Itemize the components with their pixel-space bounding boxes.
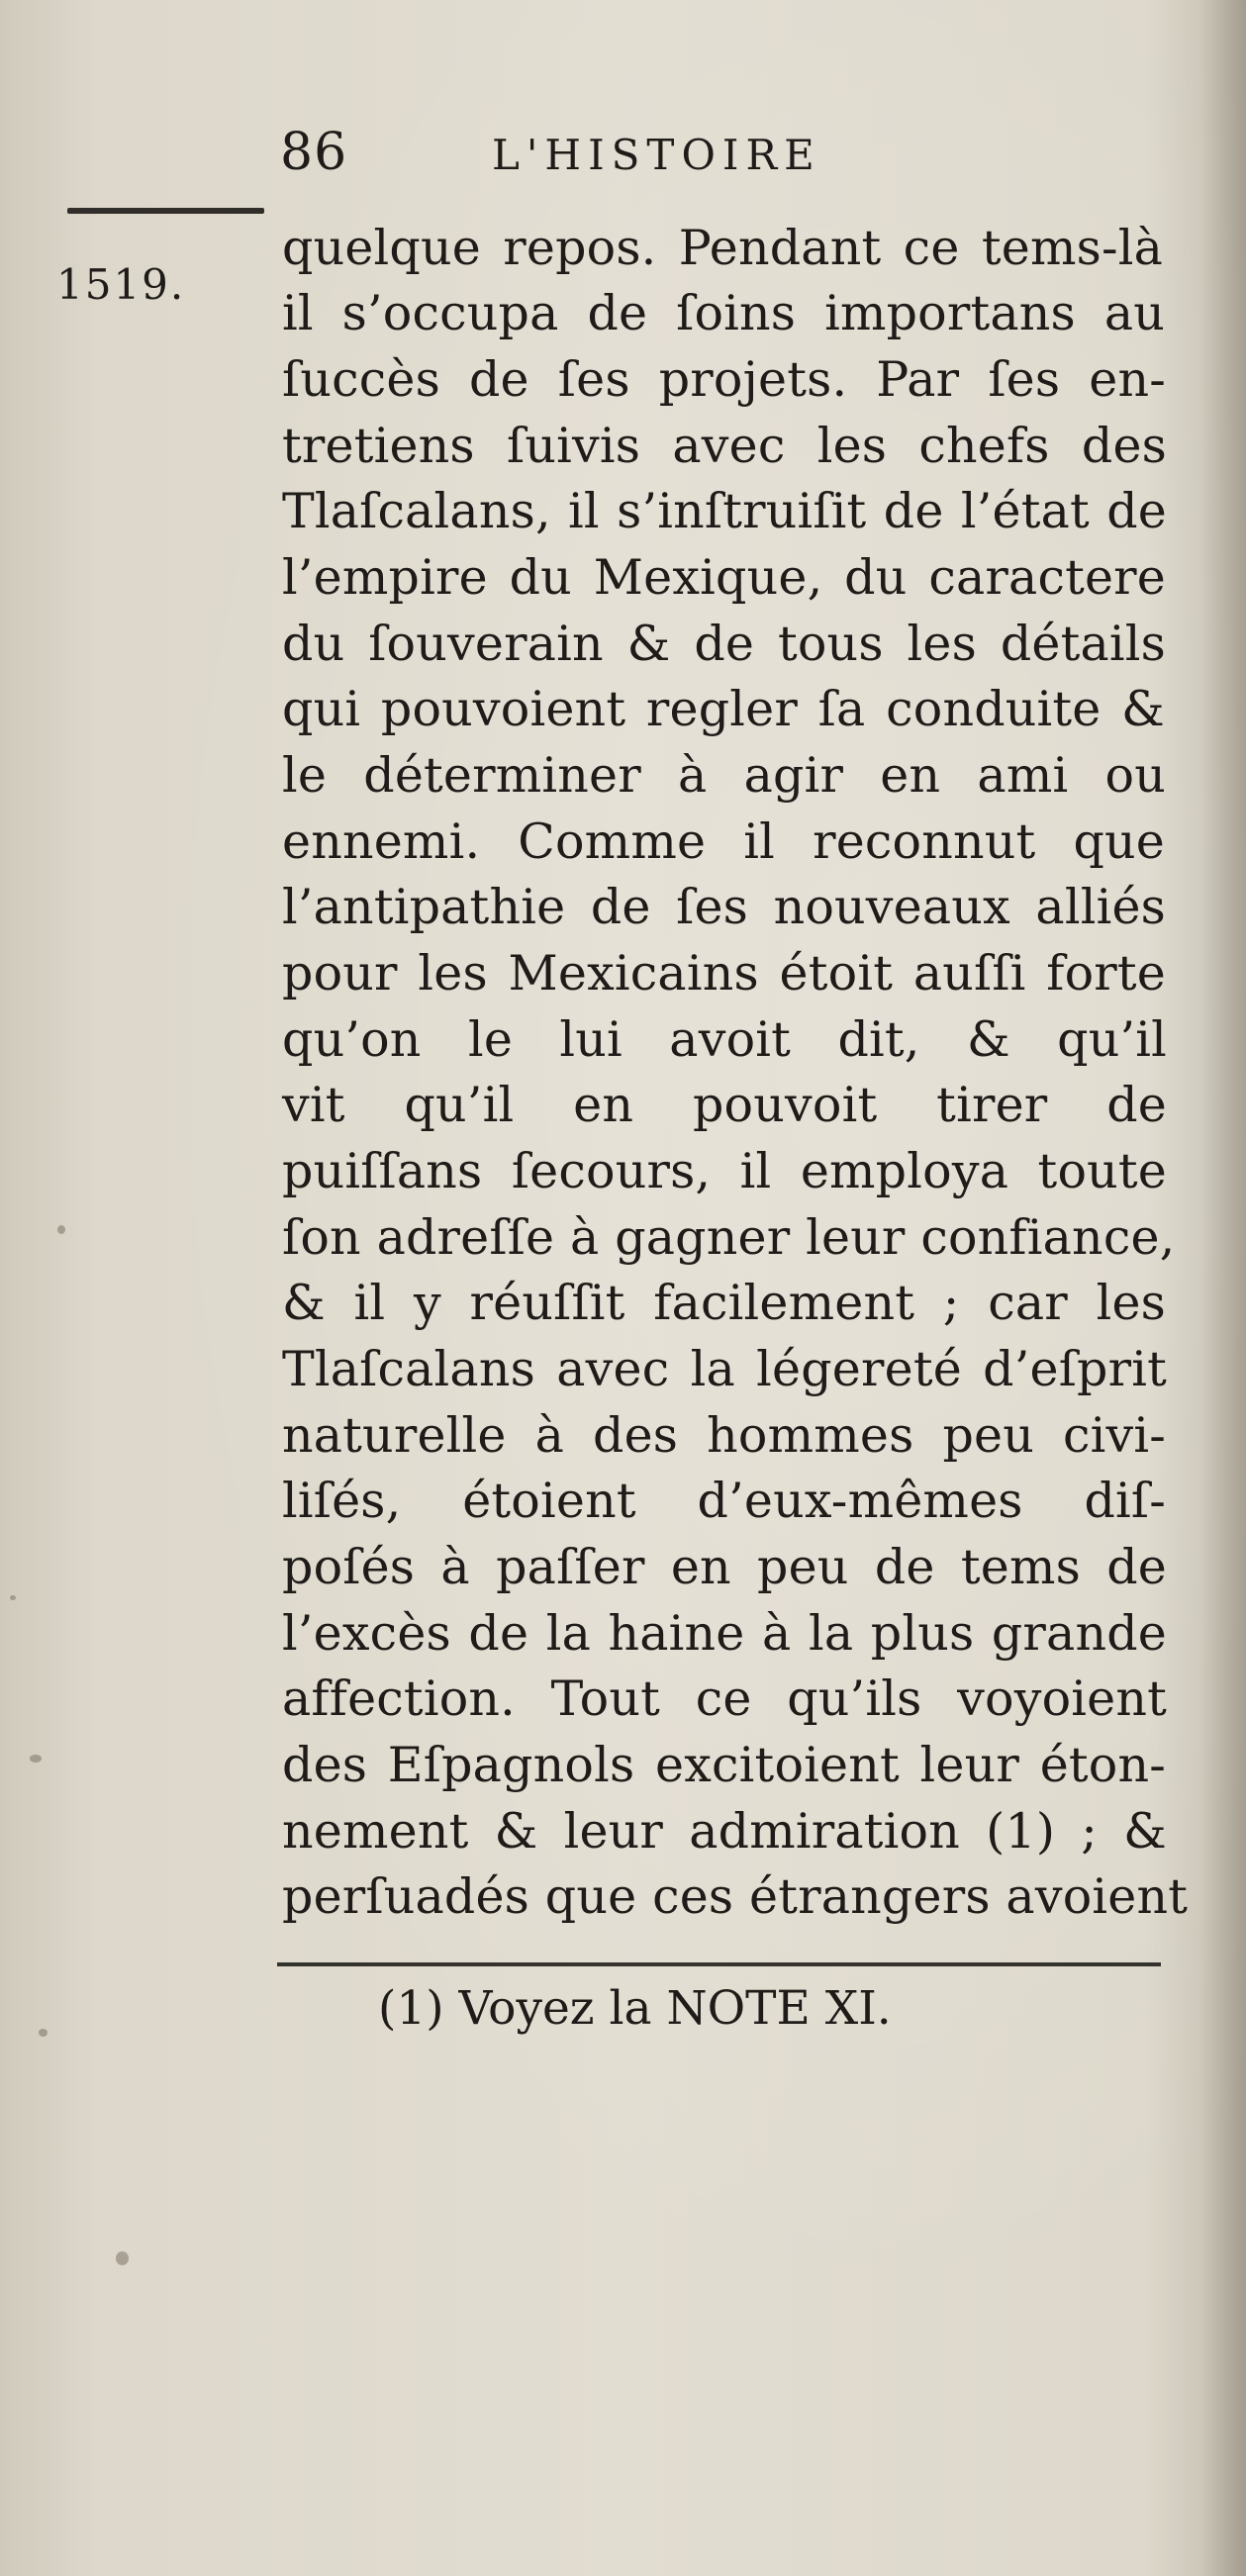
text-line: poſés à paſſer en peu de tems de xyxy=(282,1539,1167,1595)
text-line: naturelle à des hommes peu civi- xyxy=(282,1407,1166,1464)
paper-speck xyxy=(30,1755,42,1763)
running-head xyxy=(280,121,973,190)
text-line: ſuccès de ſes projets. Par ſes en- xyxy=(282,351,1166,408)
text-line: l’empire du Mexique, du caractere xyxy=(282,549,1166,606)
text-line: puiſſans ſecours, il employa toute xyxy=(282,1143,1167,1199)
text-line: des Eſpagnols excitoient leur éton- xyxy=(282,1737,1166,1793)
text-line: l’excès de la haine à la plus grande xyxy=(282,1605,1167,1662)
text-line: & il y réuſſit facilement ; car les xyxy=(282,1275,1166,1331)
paper-speck xyxy=(57,1225,65,1234)
text-line: Tlaſcalans, il s’inſtruiſit de l’état de xyxy=(282,483,1167,539)
body-text xyxy=(282,216,1189,1957)
text-line: tretiens ſuivis avec les chefs des xyxy=(282,418,1167,474)
running-title: L'HISTOIRE xyxy=(492,131,821,179)
text-line: Tlaſcalans avec la légereté d’eſprit xyxy=(282,1341,1167,1397)
text-line: nement & leur admiration (1) ; & xyxy=(282,1803,1167,1860)
text-line: le déterminer à agir en ami ou xyxy=(282,747,1166,804)
margin-year: 1519. xyxy=(56,260,186,309)
paper-speck xyxy=(10,1595,16,1600)
text-line: ſon adreſſe à gagner leur confiance, xyxy=(282,1209,1176,1266)
text-line: qu’on le lui avoit dit, & qu’il xyxy=(282,1011,1167,1068)
header-rule xyxy=(67,208,264,214)
text-line: affection. Tout ce qu’ils voyoient xyxy=(282,1670,1167,1727)
footnote: (1) Voyez la NOTE XI. xyxy=(378,1981,892,2036)
text-line: liſés, étoient d’eux-mêmes diſ- xyxy=(282,1473,1166,1529)
page-number: 86 xyxy=(280,123,348,182)
paper-speck xyxy=(39,2029,48,2037)
text-line: pour les Mexicains étoit auſſi forte xyxy=(282,945,1166,1002)
footnote-rule xyxy=(277,1962,1161,1966)
text-line: perſuadés que ces étrangers avoient xyxy=(282,1868,1189,1925)
text-line: du ſouverain & de tous les détails xyxy=(282,616,1166,672)
text-line: quelque repos. Pendant ce tems-là xyxy=(282,220,1163,276)
paper-speck xyxy=(116,2251,129,2265)
text-line: vit qu’il en pouvoit tirer de xyxy=(282,1077,1167,1133)
text-line: ennemi. Comme il reconnut que xyxy=(282,813,1165,870)
text-line: il s’occupa de ſoins importans au xyxy=(282,285,1165,341)
text-line: qui pouvoient regler ſa conduite & xyxy=(282,681,1165,737)
text-line: l’antipathie de ſes nouveaux alliés xyxy=(282,879,1166,935)
